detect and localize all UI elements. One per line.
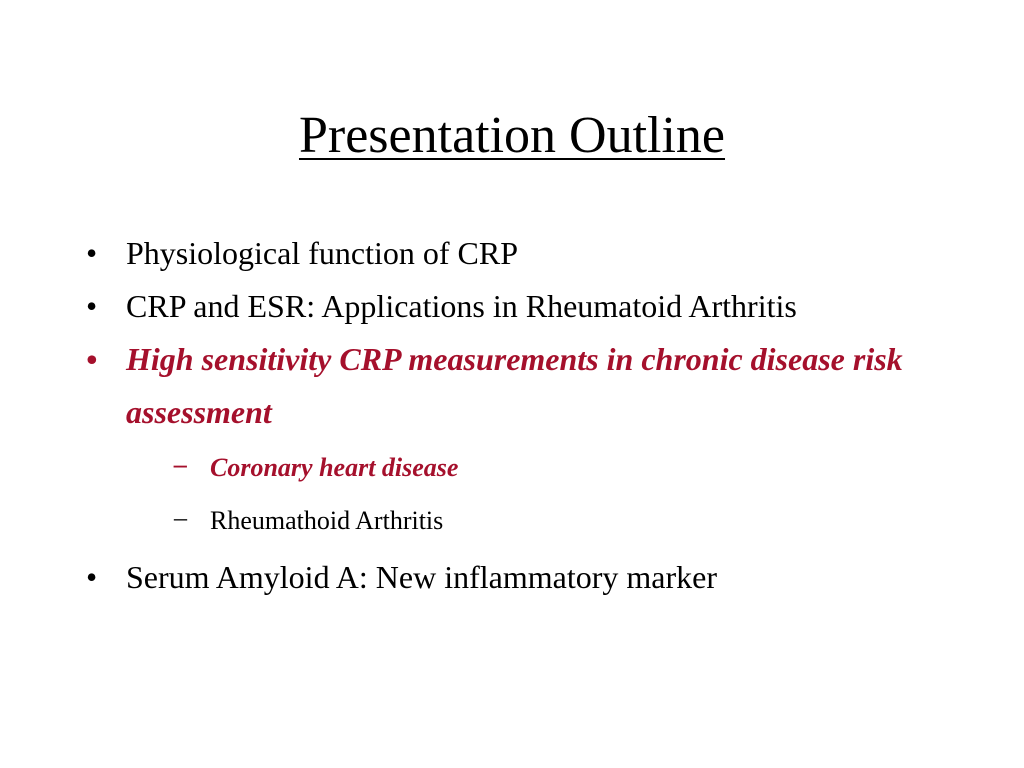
sub-bullet-text: Coronary heart disease	[210, 453, 459, 482]
bullet-marker: •	[86, 341, 98, 377]
bullet-marker: •	[86, 235, 98, 271]
sub-bullet-item	[126, 494, 926, 547]
sub-bullet-list	[126, 441, 926, 547]
bullet-item	[86, 551, 926, 604]
bullet-item	[86, 280, 926, 333]
bullet-item	[86, 227, 926, 280]
bullet-item-highlighted	[86, 333, 926, 547]
bullet-text: Serum Amyloid A: New inflammatory marker	[126, 559, 717, 595]
bullet-marker: •	[86, 559, 98, 595]
sub-bullet-item-highlighted	[126, 441, 926, 494]
bullet-list	[86, 227, 926, 604]
bullet-text: High sensitivity CRP measurements in chronic disease risk assessment	[126, 341, 903, 430]
sub-bullet-marker: –	[174, 503, 187, 532]
bullet-text: CRP and ESR: Applications in Rheumatoid Arthritis	[126, 288, 797, 324]
sub-bullet-marker: –	[174, 450, 187, 479]
bullet-marker: •	[86, 288, 98, 324]
sub-bullet-text: Rheumathoid Arthritis	[210, 506, 444, 535]
slide-title: Presentation Outline	[298, 107, 726, 164]
bullet-text: Physiological function of CRP	[126, 235, 518, 271]
